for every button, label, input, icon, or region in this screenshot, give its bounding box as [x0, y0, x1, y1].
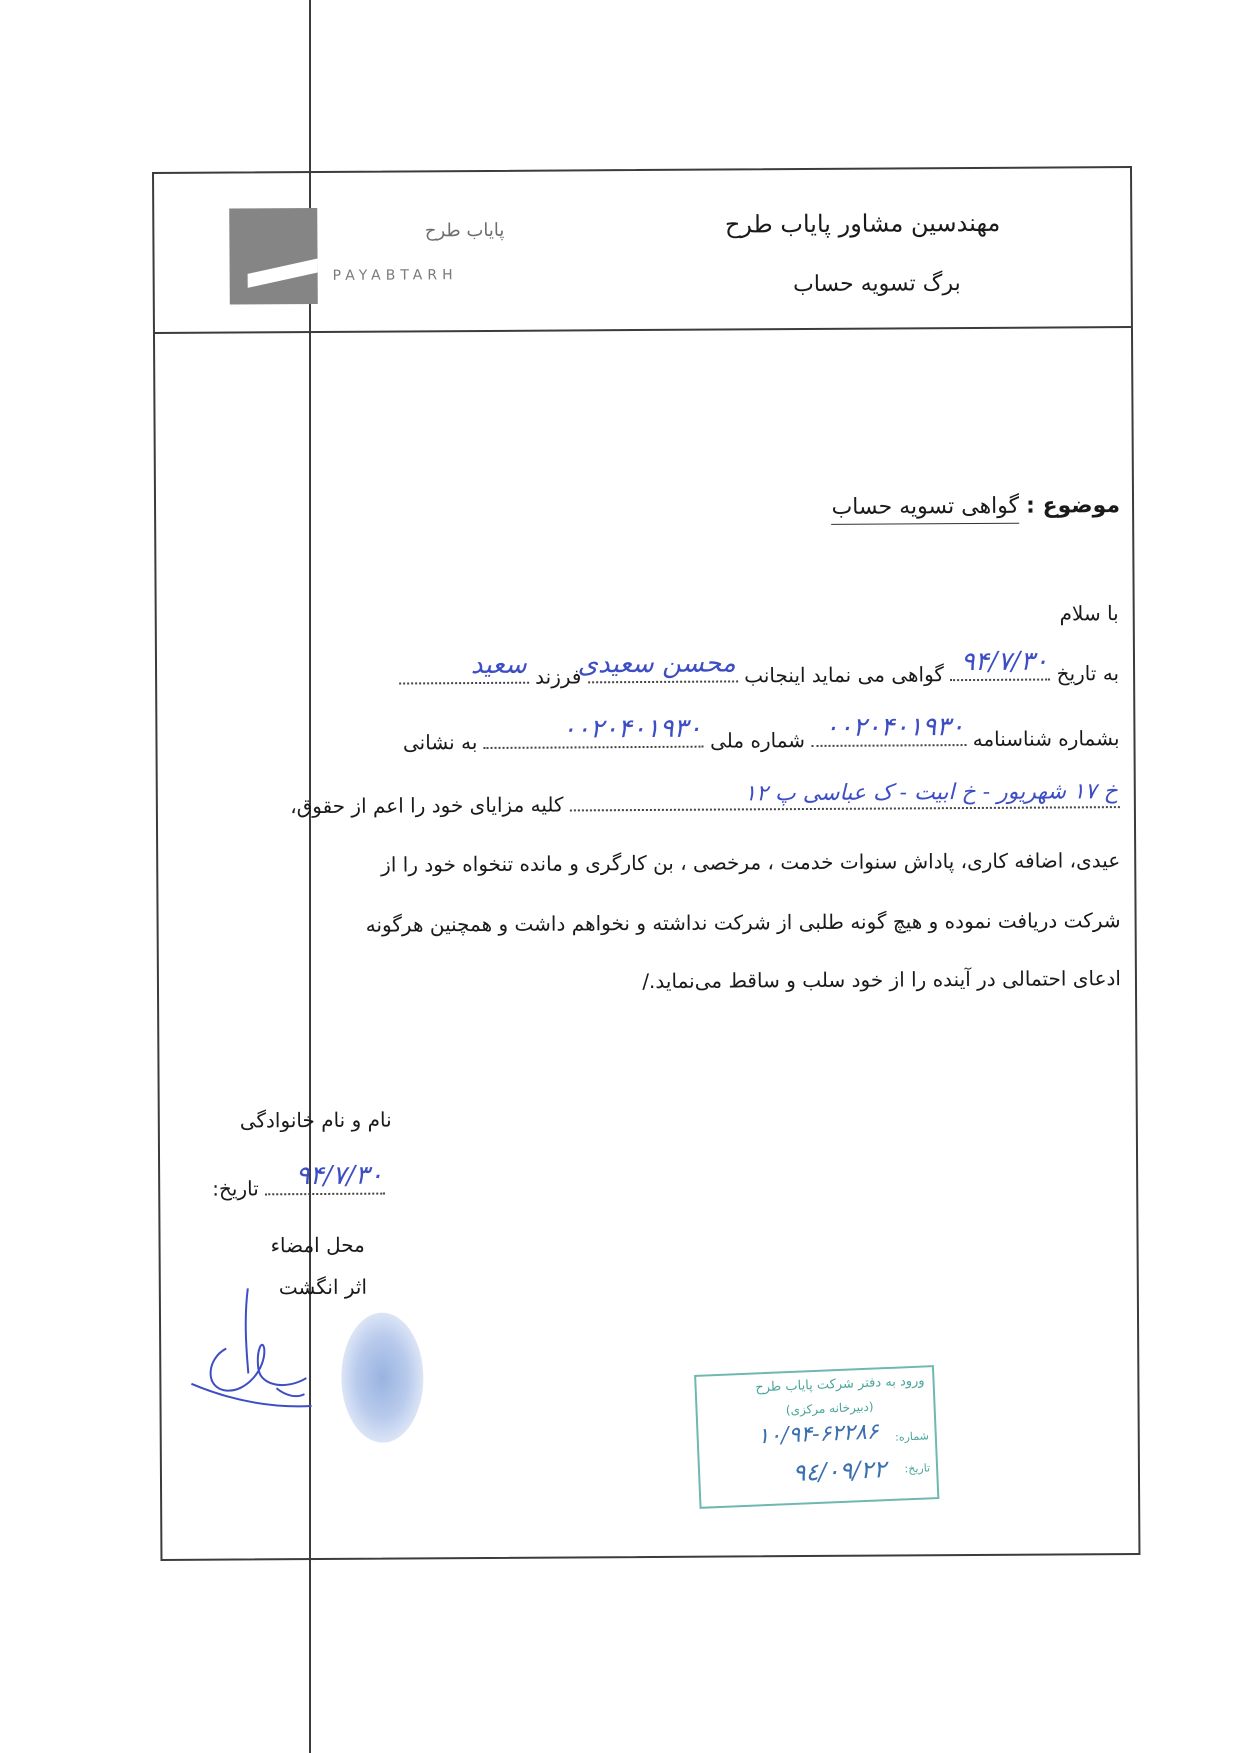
stamp-title: ورود به دفتر شرکت پایاب طرح — [755, 1373, 925, 1396]
header-divider — [155, 326, 1131, 334]
signature-date-label: تاریخ: — [212, 1176, 259, 1201]
company-name: مهندسین مشاور پایاب طرح — [724, 208, 1001, 239]
logo-text-persian: پایاب طرح — [424, 219, 505, 242]
signature-date-line — [212, 1160, 385, 1201]
name-handwritten: محسن سعیدی — [577, 648, 736, 680]
logo-mark — [229, 208, 318, 305]
id-handwritten: ۰۰۲۰۴۰۱۹۳۰ — [824, 712, 965, 743]
subject-value: گواهی تسویه حساب — [831, 494, 1019, 525]
father-label: فرزند — [535, 664, 582, 689]
fingerprint-mark — [341, 1312, 424, 1442]
receipt-stamp — [694, 1365, 939, 1509]
id-field — [811, 712, 966, 747]
sign-label: محل امضاء — [270, 1232, 365, 1258]
certify-text: گواهی می نماید اینجانب — [744, 662, 944, 688]
salutation: با سلام — [1059, 601, 1119, 626]
fingerprint-label: اثر انگشت — [278, 1274, 368, 1300]
signature-date-field — [265, 1160, 385, 1196]
id-label: بشماره شناسنامه — [972, 726, 1120, 751]
name-field — [577, 648, 738, 683]
stamp-number: ۱۰/۹۴-۶۲۲۸۶ — [756, 1419, 880, 1450]
stamp-date-label: تاریخ: — [904, 1461, 931, 1476]
name-label: نام و نام خانوادگی — [239, 1107, 392, 1133]
date-field — [950, 646, 1050, 682]
form-title: برگ تسویه حساب — [792, 271, 961, 298]
body-line-2 — [402, 712, 1120, 755]
subject-line — [831, 493, 1120, 520]
stamp-date: ۹٤/۰۹/۲۲ — [792, 1455, 887, 1487]
body-line-3-text: کلیه مزایای خود را اعم از حقوق، — [290, 792, 564, 819]
stamp-subtitle: (دبیرخانه مرکزی) — [785, 1399, 874, 1418]
stamp-number-label: شماره: — [894, 1429, 930, 1444]
body-line-4: عیدی، اضافه کاری، پاداش سنوات خدمت ، مرخصی ، بن کارگری و مانده تنخواه خود را از — [381, 848, 1121, 877]
logo-text-english: PAYABTARH — [332, 267, 458, 284]
body-line-1 — [399, 646, 1120, 689]
father-handwritten: سعید — [470, 649, 527, 681]
address-field — [570, 779, 1120, 811]
father-field — [399, 649, 529, 685]
date-intro: به تاریخ — [1056, 661, 1120, 686]
national-label: شماره ملی — [709, 728, 806, 753]
national-field — [484, 713, 704, 749]
date-handwritten: ۹۴/۷/۳۰ — [960, 646, 1049, 678]
document-frame — [152, 166, 1140, 1561]
signature-date-handwritten: ۹۴/۷/۳۰ — [295, 1160, 384, 1192]
subject-label: موضوع : — [1026, 493, 1121, 519]
address-handwritten: خ ۱۷ شهریور - خ ابیت - ک عباسی پ ۱۲ — [744, 779, 1118, 807]
body-line-3 — [290, 779, 1120, 819]
national-handwritten: ۰۰۲۰۴۰۱۹۳۰ — [561, 713, 702, 745]
address-label: به نشانی — [402, 730, 478, 755]
body-line-6: ادعای احتمالی در آینده را از خود سلب و ساقط می‌نماید./ — [642, 966, 1122, 994]
body-line-5: شرکت دریافت نموده و هیچ گونه طلبی از شرکت نداشته و نخواهم داشت و همچنین هرگونه — [365, 908, 1121, 937]
signature-mark — [186, 1278, 327, 1419]
